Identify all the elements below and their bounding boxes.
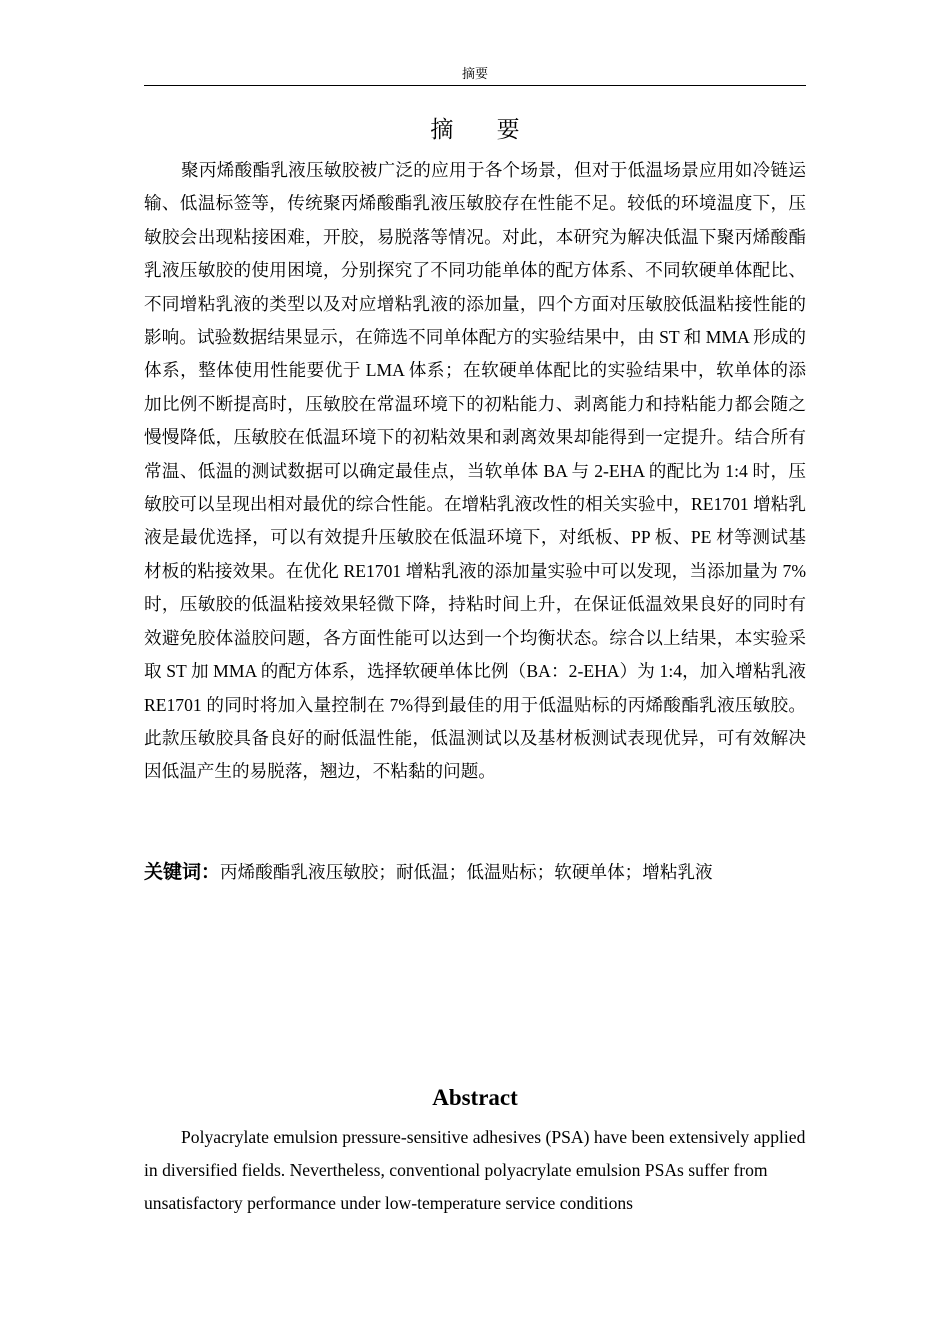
keywords-line: [144, 856, 806, 888]
abstract-cn-body: 聚丙烯酸酯乳液压敏胶被广泛的应用于各个场景，但对于低温场景应用如冷链运输、低温标签等，传统聚丙烯酸酯乳液压敏胶存在性能不足。较低的环境温度下，压敏胶会出现粘接困难，开胶，易脱落等情况。对此，本研究为解决低温下聚丙烯酸酯乳液压敏胶的使用困境，分别探究了不同功能单体的配方体系、不同软硬单体配比、不同增粘乳液的类型以及对应增粘乳液的添加量，四个方面对压敏胶低温粘接性能的影响。试验数据结果显示，在筛选不同单体配方的实验结果中，由 ST 和 MMA 形成的体系，整体使用性能要优于 LMA 体系；在软硬单体配比的实验结果中，软单体的添加比例不断提高时，压敏胶在常温环境下的初粘能力、剥离能力和持粘能力都会随之慢慢降低，压敏胶在低温环境下的初粘效果和剥离效果却能得到一定提升。结合所有常温、低温的测试数据可以确定最佳点，当软单体 BA 与 2-EHA 的配比为 1:4 时，压敏胶可以呈现出相对最优的综合性能。在增粘乳液改性的相关实验中，RE1701 增粘乳液是最优选择，可以有效提升压敏胶在低温环境下，对纸板、PP 板、PE 材等测试基材板的粘接效果。在优化 RE1701 增粘乳液的添加量实验中可以发现，当添加量为 7%时，压敏胶的低温粘接效果轻微下降，持粘时间上升，在保证低温效果良好的同时有效避免胶体溢胶问题，各方面性能可以达到一个均衡状态。综合以上结果，本实验采取 ST 加 MMA 的配方体系，选择软硬单体比例（BA：2-EHA）为 1:4，加入增粘乳液 RE1701 的同时将加入量控制在 7%得到最佳的用于低温贴标的丙烯酸酯乳液压敏胶。此款压敏胶具备良好的耐低温性能，低温测试以及基材板测试表现优异，可有效解决因低温产生的易脱落，翘边，不粘黏的问题。: [144, 160, 806, 782]
abstract-en-title: Abstract: [432, 1085, 518, 1110]
header-rule: [144, 85, 806, 86]
abstract-en-body: Polyacrylate emulsion pressure-sensitive adhesives (PSA) have been extensively applied in diversified fields. Nevertheless, conventional polyacrylate emulsion PSAs suffer from unsatisfactory performance under low-temperature service conditions: [144, 1127, 806, 1213]
abstract-cn-title: 摘 要: [430, 117, 538, 143]
keywords-label: 关键词：: [144, 861, 221, 883]
running-header: 摘要: [461, 67, 488, 82]
keywords-text: 丙烯酸酯乳液压敏胶；耐低温；低温贴标；软硬单体；增粘乳液: [220, 862, 713, 882]
